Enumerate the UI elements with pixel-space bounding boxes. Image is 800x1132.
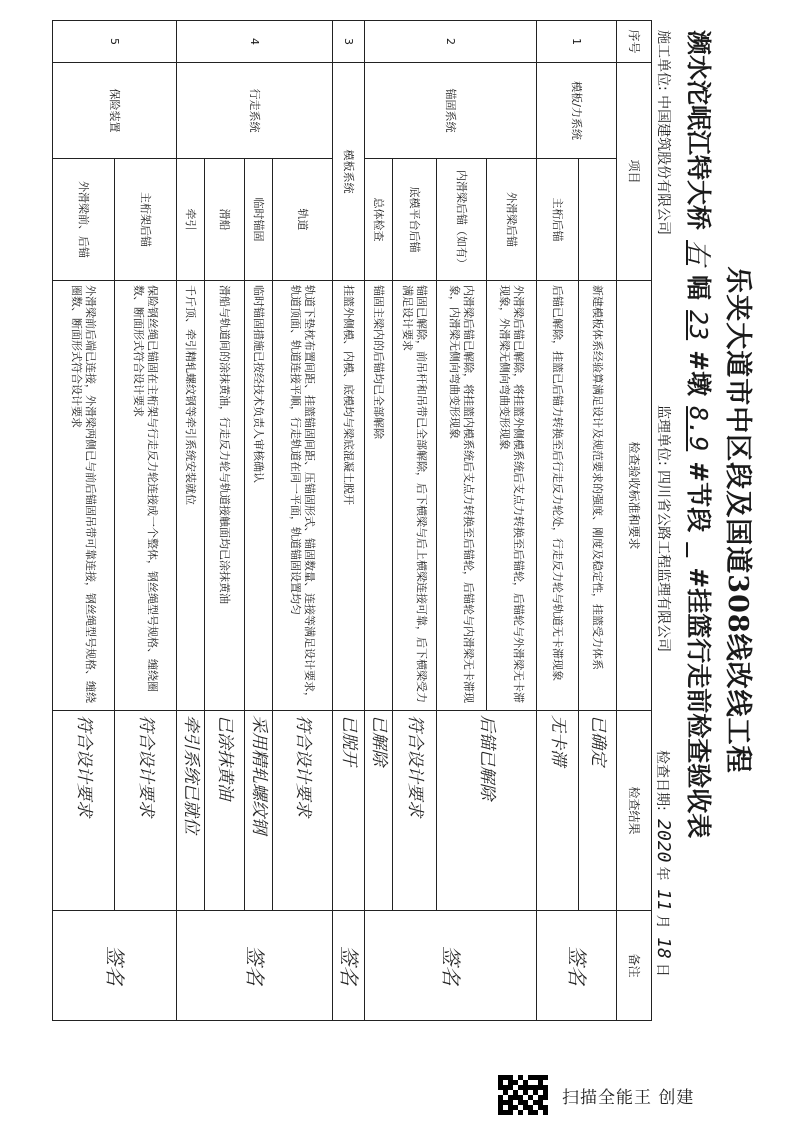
qr-code-icon bbox=[498, 1075, 548, 1115]
cell-no: 2 bbox=[365, 21, 537, 63]
cell-group: 保险装置 bbox=[53, 63, 177, 159]
cell-signature: 签名 bbox=[537, 911, 617, 1021]
date-day: 18 bbox=[653, 937, 674, 959]
date-label: 检查日期: bbox=[654, 750, 670, 811]
cell-group: 模板/力系统 bbox=[537, 63, 617, 159]
cell-result: 符合设计要求 bbox=[115, 711, 177, 911]
table-row bbox=[487, 21, 537, 1021]
header-remark: 备注 bbox=[617, 911, 652, 1021]
cell-sub: 外滑梁前、后锚 bbox=[53, 159, 115, 281]
inspection-table bbox=[52, 20, 652, 1021]
cell-result: 无卡滞 bbox=[537, 711, 579, 911]
date-month-label: 月 bbox=[654, 914, 670, 929]
contractor-label: 施工单位: bbox=[655, 30, 671, 91]
table-row bbox=[273, 21, 333, 1021]
subtitle-end: #挂篮行走前检查验收表 bbox=[684, 567, 713, 839]
header-no: 序号 bbox=[617, 21, 652, 63]
cell-signature: 签名 bbox=[53, 911, 177, 1021]
cell-sub: 内滑梁后锚（如有） bbox=[437, 159, 487, 281]
cell-result: 已确定 bbox=[579, 711, 617, 911]
document-title: 乐夹大道市中区段及国道308线改线工程 bbox=[722, 266, 753, 774]
cell-standard: 挂篮外侧模、内模、底模均与梁底混凝土脱开 bbox=[333, 281, 365, 711]
date-year-label: 年 bbox=[654, 866, 670, 881]
table-row bbox=[177, 21, 205, 1021]
header-item: 项目 bbox=[617, 63, 652, 281]
cell-standard: 新建模板体系经验算满足设计及规范要求的强度、刚度及稳定性，挂篮受力体系 bbox=[579, 281, 617, 711]
document-subtitle bbox=[682, 30, 718, 838]
cell-sub: 临时锚固 bbox=[245, 159, 273, 281]
table-row bbox=[115, 21, 177, 1021]
cell-standard: 后锚已解除，挂篮已后锚力转换至后行走反力轮处，行走反力轮与轨道无卡滞现象 bbox=[537, 281, 579, 711]
cell-standard: 轨道下垫枕布置间距、挂篮锚固间距、压锚固形式、锚固数量、连接等满足设计要求，轨道顶面、轨道连接平顺，行走轨道在同一平面，轨道锚固设置均匀 bbox=[273, 281, 333, 711]
table-row bbox=[365, 21, 393, 1021]
table-row bbox=[245, 21, 273, 1021]
date-year: 2020 bbox=[653, 819, 674, 863]
handwritten-side: 右 bbox=[684, 240, 713, 266]
cell-standard: 保险钢丝绳已锚固在主桁架与行走反力轮连接成一个整体，钢丝绳型号规格、缠绕圈数、断面形式符合设计要求 bbox=[115, 281, 177, 711]
date-month: 11 bbox=[653, 888, 674, 911]
cell-standard: 锚固已解除，前吊杆和吊带已全部解除，后下横梁与后上横梁连接可靠，后下横梁受力满足设计要求 bbox=[393, 281, 437, 711]
cell-standard: 临时锚固措施已按经技术负责人审核确认 bbox=[245, 281, 273, 711]
subtitle-fu: 幅 bbox=[684, 275, 713, 301]
cell-no: 3 bbox=[333, 21, 365, 63]
cell-result: 符合设计要求 bbox=[53, 711, 115, 911]
cell-sub: 总体检查 bbox=[365, 159, 393, 281]
rotated-document bbox=[70, 20, 760, 1020]
date-day-label: 日 bbox=[654, 962, 670, 977]
table-row bbox=[333, 21, 365, 1021]
cell-sub: 牵引 bbox=[177, 159, 205, 281]
cell-sub bbox=[579, 159, 617, 281]
cell-standard: 锚固主梁内的后锚均已全部解除 bbox=[365, 281, 393, 711]
cell-result: 符合设计要求 bbox=[393, 711, 437, 911]
handwritten-segment: 8.9 bbox=[684, 406, 713, 452]
table-row bbox=[393, 21, 437, 1021]
cell-standard: 内滑梁后锚已解除，将挂篮内模系统后支点力转换至后锚轮，后锚轮与内滑梁无卡滞现象，内滑梁无侧向弯曲变形现象 bbox=[437, 281, 487, 711]
handwritten-pier: 23 bbox=[684, 310, 713, 341]
cell-sub: 主桁架后锚 bbox=[115, 159, 177, 281]
date-info bbox=[653, 750, 674, 977]
scanner-app-text: 扫描全能王 创建 bbox=[562, 1087, 695, 1108]
header-standard: 检查验收标准和要求 bbox=[617, 281, 652, 711]
scanner-watermark bbox=[498, 1075, 694, 1115]
cell-signature: 签名 bbox=[365, 911, 537, 1021]
cell-sub: 外滑梁后锚 bbox=[487, 159, 537, 281]
table-header-row bbox=[617, 21, 652, 1021]
cell-standard: 千斤顶、牵引精轧螺纹钢等牵引系统安装就位 bbox=[177, 281, 205, 711]
cell-result: 牵引系统已就位 bbox=[177, 711, 205, 911]
cell-result: 符合设计要求 bbox=[273, 711, 333, 911]
cell-signature: 签名 bbox=[177, 911, 333, 1021]
cell-sub: 主桁后锚 bbox=[537, 159, 579, 281]
cell-group: 行走系统 bbox=[177, 63, 333, 159]
contractor-value: 中国建筑股份有限公司 bbox=[655, 95, 671, 236]
cell-standard: 滑船与轨道间的涂抹黄油，行走反力轮与轨道接触面均已涂抹黄油 bbox=[205, 281, 245, 711]
supervisor-value: 四川省公路工程监理有限公司 bbox=[655, 470, 671, 653]
cell-no: 1 bbox=[537, 21, 617, 63]
table-row bbox=[579, 21, 617, 1021]
subtitle-pier: #墩 bbox=[684, 350, 713, 397]
header-result: 检查结果 bbox=[617, 711, 652, 911]
cell-signature: 签名 bbox=[333, 911, 365, 1021]
table-row bbox=[53, 21, 115, 1021]
table-row bbox=[537, 21, 579, 1021]
cell-result: 后锚已解除 bbox=[437, 711, 537, 911]
cell-group: 锚固系统 bbox=[365, 63, 537, 159]
cell-standard: 外滑梁前后端已连接，外滑梁两侧已与前后锚固吊带可靠连接，钢丝绳型号规格、缠绕圈数、断面形式符合设计要求 bbox=[53, 281, 115, 711]
cell-no: 4 bbox=[177, 21, 333, 63]
bridge-name: 濒水沱岷江特大桥 bbox=[684, 30, 713, 231]
cell-group: 模板系统 bbox=[333, 63, 365, 281]
supervisor-label: 监理单位: bbox=[655, 405, 671, 466]
cell-sub: 滑船 bbox=[205, 159, 245, 281]
supervisor-info bbox=[654, 405, 674, 652]
cell-result: 已涂抹黄油 bbox=[205, 711, 245, 911]
table-row bbox=[205, 21, 245, 1021]
cell-sub: 轨道 bbox=[273, 159, 333, 281]
cell-result: 已脱开 bbox=[333, 711, 365, 911]
cell-result: 已解除 bbox=[365, 711, 393, 911]
subtitle-segment: #节段 bbox=[684, 461, 713, 533]
handwritten-blank bbox=[684, 532, 713, 567]
contractor-info bbox=[654, 30, 674, 235]
cell-standard: 外滑梁后锚已解除，将挂篮外侧模系统后支点力转换至后锚轮，后锚轮与外滑梁无卡滞现象，外滑梁无侧向弯曲变形现象 bbox=[487, 281, 537, 711]
cell-result: 采用精轧螺纹钢 bbox=[245, 711, 273, 911]
cell-no: 5 bbox=[53, 21, 177, 63]
cell-sub: 底模平台后锚 bbox=[393, 159, 437, 281]
